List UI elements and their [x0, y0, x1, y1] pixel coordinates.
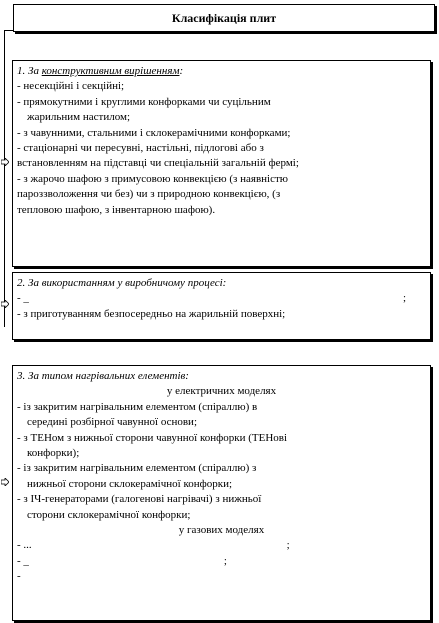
section-construction: [12, 60, 431, 267]
right-arrow-icon: [1, 158, 9, 166]
section-heading: 3. За типом нагрівальних елементів:: [17, 370, 189, 382]
list-item: - прямокутними і круглими конфорками чи суцільним: [17, 95, 271, 108]
list-item: сторони склокерамічної конфорки;: [27, 508, 191, 521]
list-item: - з ТЕНом з нижньої сторони чавунної конфорки (ТЕНові: [17, 431, 288, 444]
section-heading: 2. За використанням у виробничому процесі:: [17, 277, 227, 289]
list-item: - _ ;: [17, 292, 406, 305]
section-heading: 1. За конструктивним вирішенням:: [17, 65, 184, 77]
subheading-electric: у електричних моделях: [166, 385, 277, 398]
right-arrow-icon: [1, 300, 9, 308]
list-item: - з жарочо шафою з примусовою конвекцією (з наявністю: [17, 172, 289, 185]
list-item: - з приготуванням безпосередньо на жарильній поверхні;: [17, 307, 286, 320]
list-item: встановленням на підставці чи спеціальній загальній фермі;: [17, 157, 299, 170]
list-item: конфорки);: [27, 447, 80, 460]
list-item: жарильним настилом;: [27, 111, 131, 124]
connector-line: [0, 30, 12, 530]
section-production-use: [12, 272, 431, 340]
list-item: пароззволоження чи без) чи з природною конвекцією, (з: [17, 188, 281, 201]
list-item: - несекційні і секційні;: [17, 80, 125, 93]
section-heating-elements: [12, 365, 431, 621]
list-item: - із закритим нагрівальним елементом (спіраллю) з: [17, 462, 257, 475]
list-item: -: [17, 570, 21, 583]
right-arrow-icon: [1, 478, 9, 486]
list-item: - стаціонарні чи пересувні, настільні, підлогові або з: [17, 142, 264, 155]
list-item: - _ ;: [17, 554, 227, 567]
list-item: тепловою шафою, з інвентарною шафою).: [17, 203, 216, 216]
list-item: - з чавунними, стальними і склокерамічними конфорками;: [17, 126, 291, 139]
list-item: - з ІЧ-генераторами (галогенові нагрівачі) з нижньої: [17, 493, 262, 506]
list-item: нижньої сторони склокерамічної конфорки;: [27, 477, 233, 490]
list-item: середині розбірної чавунної основи;: [27, 416, 197, 429]
list-item: - із закритим нагрівальним елементом (спіраллю) в: [17, 400, 258, 413]
diagram-title: Класифікація плит: [13, 4, 435, 32]
list-item: - ... ;: [17, 539, 290, 552]
subheading-gas: у газових моделях: [178, 524, 265, 537]
